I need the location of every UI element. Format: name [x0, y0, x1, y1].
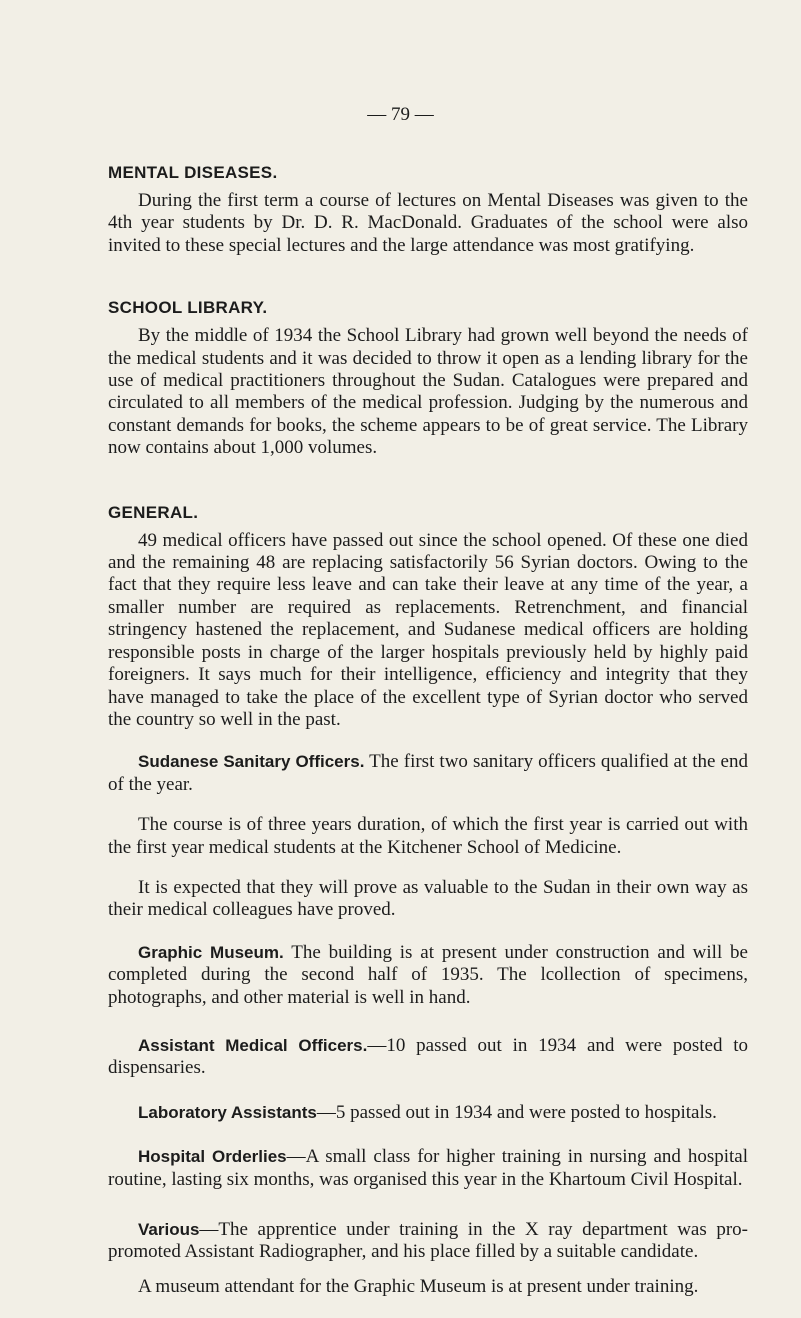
- run-in-heading-sanitary-officers: Sudanese Sanitary Officers.: [138, 752, 365, 772]
- text-graphic-museum: The building is at present under construction and will be completed during the second half of 1935. The lcollection of specimens, photographs, and other material is well in hand.: [108, 941, 748, 1008]
- paragraph-hospital-orderlies: [108, 1146, 748, 1191]
- paragraph-sanitary-officers: [108, 751, 748, 796]
- heading-general: GENERAL.: [108, 502, 199, 522]
- paragraph-mental-diseases: During the first term a course of lectures on Mental Diseases was given to the 4th year students by Dr. D. R. MacDonald. Graduates of the school were also invited to these special lectures and the large attendance was most gratifying.: [108, 190, 748, 256]
- text-sanitary-officers: The first two sanitary officers qualified at the end of the year.: [108, 751, 748, 795]
- page-number: — 79 —: [367, 104, 434, 125]
- heading-school-library: SCHOOL LIBRARY.: [108, 298, 268, 318]
- run-in-heading-laboratory-assistants: Laboratory Assistants: [138, 1102, 317, 1122]
- text-various: —The apprentice under training in the X ray department was pro-promoted Assistant Radiographer, and his place filled by a suitable candidate.: [108, 1219, 748, 1263]
- text-assistant-medical-officers: —10 passed out in 1934 and were posted to dispensaries.: [108, 1034, 748, 1079]
- paragraph-general: 49 medical officers have passed out since the school opened. Of these one died and the remaining 48 are replacing satisfactorily 56 Syrian doctors. Owing to the fact that they require less leave and can take their leave at any time of the year, a smaller number are required as replacements. Retrenchment, and financial stringency hastened the replacement, and Sudanese medical officers are holding responsible posts in charge of the larger hospitals previously held by highly paid foreigners. It says much for their intelligence, efficiency and integrity that they have managed to take the place of the excellent type of Syrian doctor who served the country so well in the past.: [108, 529, 748, 730]
- paragraph-school-library: By the middle of 1934 the School Library had grown well beyond the needs of the medical students and it was decided to throw it open as a lending library for the use of medical practitioners throughout the Sudan. Catalogues were prepared and circulated to all members of the medical profession. Judging by the numerous and constant demands for books, the scheme appears to be of great service. The Library now contains about 1,000 volumes.: [108, 325, 748, 459]
- run-in-heading-hospital-orderlies: Hospital Orderlies: [138, 1147, 287, 1167]
- paragraph-assistant-medical-officers: [108, 1035, 748, 1080]
- text-laboratory-assistants: —5 passed out in 1934 and were posted to hospitals.: [316, 1101, 717, 1123]
- paragraph-graphic-museum: [108, 942, 748, 1009]
- document-body: [108, 162, 748, 1298]
- paragraph-sanitary-expected: It is expected that they will prove as valuable to the Sudan in their own way as their medical colleagues have proved.: [108, 876, 748, 921]
- text-hospital-orderlies: —A small class for higher training in nursing and hospital routine, lasting six months, was organised this year in the Khartoum Civil Hospital.: [108, 1146, 748, 1190]
- heading-mental-diseases: MENTAL DISEASES.: [108, 163, 278, 182]
- paragraph-sanitary-course: The course is of three years duration, of which the first year is carried out with the first year medical students at the Kitchener School of Medicine.: [108, 814, 748, 858]
- run-in-heading-assistant-medical-officers: Assistant Medical Officers.: [138, 1035, 368, 1055]
- paragraph-various: [108, 1219, 748, 1264]
- paragraph-laboratory-assistants: [108, 1102, 748, 1124]
- run-in-heading-graphic-museum: Graphic Museum.: [138, 942, 284, 962]
- paragraph-museum-attendant: A museum attendant for the Graphic Museum is at present under training.: [138, 1275, 699, 1297]
- run-in-heading-various: Various: [138, 1220, 200, 1239]
